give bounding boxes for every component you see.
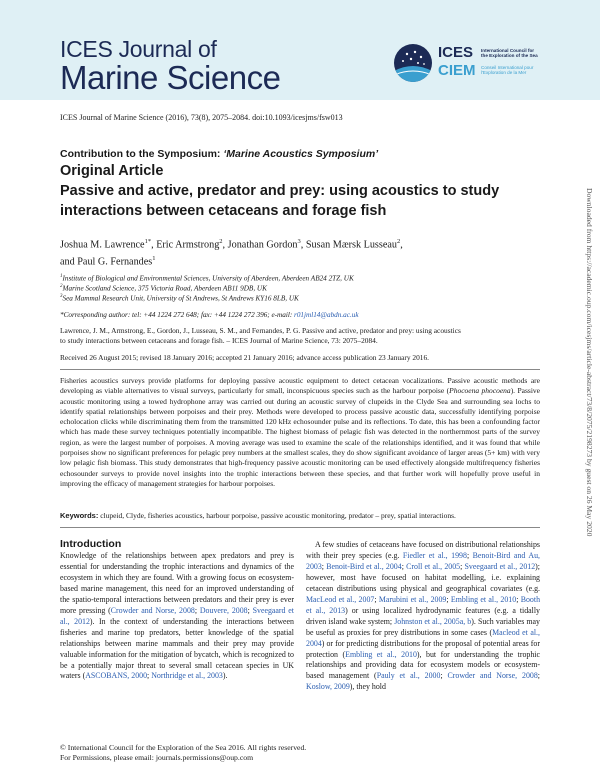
keywords: Keywords: clupeid, Clyde, fisheries acoustics, harbour porpoise, passive acoustic monitoring, predator – prey, spatial interactions. bbox=[60, 511, 456, 520]
reference-link[interactable]: Benoit-Bird et al., 2004 bbox=[326, 561, 402, 571]
reference-link[interactable]: Koslow, 2009 bbox=[306, 682, 350, 692]
reference-link[interactable]: Crowder and Norse, 2008 bbox=[447, 671, 538, 681]
article-title: Passive and active, predator and prey: using acoustics to study interactions between cetaceans and forage fish bbox=[60, 183, 500, 219]
reference-link[interactable]: Fiedler et al., 1998 bbox=[402, 550, 467, 560]
author: Joshua M. Lawrence bbox=[60, 239, 145, 251]
ices-globe-logo-icon bbox=[394, 44, 432, 82]
copyright-footer: © International Council for the Exploration of the Sea 2016. All rights reserved. For Permissions, please email: journals.permissions@oup.com bbox=[60, 743, 307, 762]
reference-link[interactable]: Marubini et al., 2009 bbox=[378, 594, 447, 604]
author-list: Joshua M. Lawrence$^{1*}$, Eric Armstrong$^2$, Jonathan Gordon$^3$, Susan Mærsk Lusseau$^2$, and Paul G. Fernandes$^1$ bbox=[60, 238, 403, 268]
reference-link[interactable]: MacLeod et al., 2007 bbox=[306, 594, 375, 604]
affiliation: $^3$Sea Mammal Research Unit, University of St Andrews, St Andrews KY16 8LB, UK bbox=[60, 294, 299, 303]
divider bbox=[60, 527, 540, 528]
cite-as: Lawrence, J. M., Armstrong, E., Gordon, J., Lusseau, S. M., and Fernandes, P. G. Passive and active, predator and prey: using acoustics to study interactions between cetaceans and forage fish. – ICES Journal of Marine Science, 73: 2075–2084. bbox=[60, 326, 461, 345]
author: Jonathan Gordon bbox=[227, 239, 298, 251]
introduction-heading: Introduction bbox=[60, 538, 122, 550]
intro-left-column: Knowledge of the relationships between apex predators and prey is essential for understanding the trophic interactions and dynamics of the ecosystem in which they are found. With a growing focus on ecosystem-based marine management, this need for an improved understanding of the spatio-temporal interactions between predators and their prey is ever more pressing (Crowder and Norse, 2008; Douvere, 2008; Sveegaard et al., 2012). In the context of understanding the interactions between fisheries and marine top predators, better knowledge of the spatial relationships between marine mammals and their prey may provide valuable information for the mitigation of bycatch, which is recognized to be a potentially major threat to several small cetacean species in UK waters (ASCOBANS, 2000; Northridge et al., 2003). bbox=[60, 551, 294, 681]
download-sidebar-note: Downloaded from https://academic.oup.com/icesjms/article-abstract/73/8/2075/2198273 by guest on 26 May 2020 bbox=[585, 188, 594, 537]
journal-name-line2: Marine Science bbox=[60, 59, 281, 96]
author: Eric Armstrong bbox=[156, 239, 220, 251]
journal-name-line1: ICES Journal of bbox=[60, 36, 217, 62]
reference-link[interactable]: Sveegaard et al., 2012 bbox=[60, 605, 294, 626]
author: Paul G. Fernandes bbox=[77, 256, 153, 268]
logo-english-name: International Council for the Exploration of the Sea bbox=[481, 48, 538, 59]
reference-link[interactable]: Crowder and Norse, 2008 bbox=[110, 605, 195, 615]
affiliation: $^1$Institute of Biological and Environmental Sciences, University of Aberdeen, Aberdeen AB24 2TZ, UK bbox=[60, 274, 354, 283]
journal-citation: ICES Journal of Marine Science (2016), 73(8), 2075–2084. doi:10.1093/icesjms/fsw013 bbox=[60, 113, 343, 122]
corresponding-author: *Corresponding author: tel: +44 1224 272 648; fax: +44 1224 272 396; e-mail: r01jml14@abdn.ac.uk bbox=[60, 311, 359, 319]
reference-link[interactable]: Northridge et al., 2003 bbox=[151, 671, 223, 681]
logo-ciem-text: CIEM bbox=[438, 62, 476, 79]
reference-link[interactable]: Embling et al., 2010 bbox=[345, 649, 417, 659]
affiliation: $^2$Marine Scotland Science, 375 Victoria Road, Aberdeen AB11 9DB, UK bbox=[60, 284, 267, 293]
symposium-label: Contribution to the Symposium: ‘Marine Acoustics Symposium’ bbox=[60, 148, 379, 160]
email-link[interactable]: r01jml14@abdn.ac.uk bbox=[294, 311, 359, 319]
reference-link[interactable]: Booth et al., 2013 bbox=[306, 594, 541, 615]
reference-link[interactable]: Croll et al., 2005 bbox=[406, 561, 461, 571]
intro-right-column: A few studies of cetaceans have focused on distributional relationships with their prey species (e.g. Fiedler et al., 1998; Benoit-Bird and Au, 2003; Benoit-Bird et al., 2004; Croll et al., 2005; Sveegaard et al., 2012); however, most have focused on habitat modelling, i.e. explaining cetacean distributions using physical and geographical covariates (e.g. MacLeod et al., 2007; Marubini et al., 2009; Embling et al., 2010; Booth et al., 2013) or using localized hydrodynamic features (e.g. a tidally driven island wake system; Johnston et al., 2005a, b). Such variables may be useful as proxies for prey distributions in some cases (Macleod et al., 2004) or for predicting distributions for the proposal of potential areas for protection (Embling et al., 2010), but for understanding the trophic relationships and providing data for ecosystem models or ecosystem-based management (Pauly et al., 2000; Crowder and Norse, 2008; Koslow, 2009), they hold bbox=[306, 540, 541, 692]
logo-ices-text: ICES bbox=[438, 44, 474, 61]
abstract: Fisheries acoustics surveys provide platforms for deploying passive acoustic equipment to detect cetacean vocalizations. Passive acoustic methods are developing as viable alternatives to visual surveys, particularly for small, inconspicuous species such as the harbour porpoise (Phocoena phocoena). Passive acoustic monitoring using a towed hydrophone array was carried out during an acoustic survey of clupeids in the Clyde Sea and surrounding sea lochs to identify spatial relationships between porpoises and their prey. Methods were developed to process passive acoustic data, successfully identifying porpoise echolocation clicks while discriminating them from the transmitted 120 kHz echosounder pulse and its reflections. To date, this has been a confounding factor which has made these survey techniques potentially incompatible. The highest biomass of pelagic fish was detected in the northernmost parts of the survey region, as were the largest number of porpoises. A moving average was used to examine the scale of the relationships identified, and it was found that while porpoises show no significant preferences for pelagic prey numbers at the smallest scales, they do show significant avoidance of larger areas (5+ km) with very low pelagic fish biomass. This study demonstrates that high-frequency passive acoustic monitoring can be used effectively alongside multifrequency fisheries echosounder surveys to provide novel insights into the trophic interactions between these species, and that further work will hopefully prove useful in improving the efficacy of management strategies for harbour porpoises. bbox=[60, 376, 540, 488]
reference-link[interactable]: Pauly et al., 2000 bbox=[376, 671, 441, 681]
reference-link[interactable]: Douvere, 2008 bbox=[199, 605, 248, 615]
reference-link[interactable]: Sveegaard et al., 2012 bbox=[464, 561, 536, 571]
reference-link[interactable]: Embling et al., 2010 bbox=[450, 594, 517, 604]
article-type: Original Article bbox=[60, 163, 164, 179]
logo-french-name: Conseil International pour l'Exploration de la Mer bbox=[481, 65, 534, 76]
author: Susan Mærsk Lusseau bbox=[305, 239, 397, 251]
reference-link[interactable]: ASCOBANS, 2000 bbox=[85, 671, 148, 681]
reference-link[interactable]: Benoit-Bird and Au, 2003 bbox=[306, 550, 540, 571]
article-dates: Received 26 August 2015; revised 18 January 2016; accepted 21 January 2016; advance access publication 23 January 2016. bbox=[60, 353, 430, 362]
reference-link[interactable]: Johnston et al., 2005a, b bbox=[394, 616, 472, 626]
divider bbox=[60, 369, 540, 370]
reference-link[interactable]: Macleod et al., 2004 bbox=[306, 627, 540, 648]
